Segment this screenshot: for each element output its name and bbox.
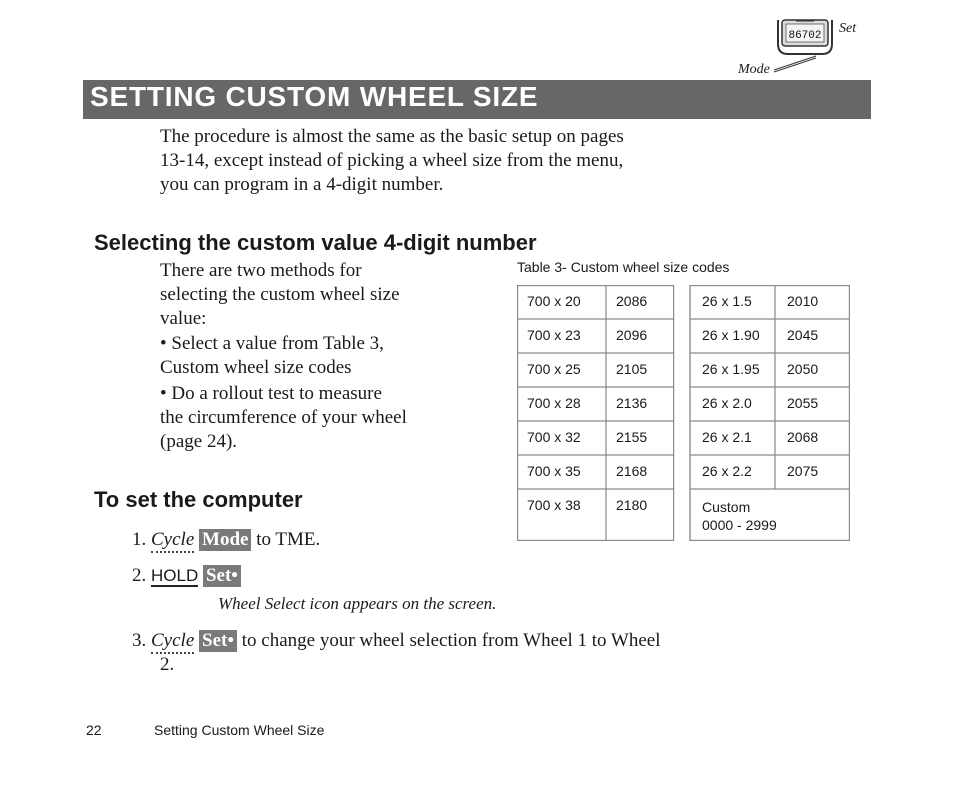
cycle-action: Cycle: [151, 630, 194, 654]
table-cell-size: 26 x 1.5: [702, 293, 752, 309]
table-cell-code: 2068: [787, 429, 819, 445]
table-cell-code: 2155: [616, 429, 648, 445]
footer-page-number: 22: [86, 722, 102, 738]
table-cell-code: 2075: [787, 463, 819, 479]
table-cell-size: 26 x 1.95: [702, 361, 760, 377]
step-2-note: Wheel Select icon appears on the screen.: [218, 594, 497, 613]
bullet-line: (page 24).: [160, 431, 238, 452]
methods-line: selecting the custom wheel size: [160, 284, 400, 305]
bike-computer-icon: [774, 18, 836, 58]
step-1: [132, 528, 320, 552]
table-cell-code: 2168: [616, 463, 648, 479]
step-text: to TME.: [256, 529, 321, 550]
table-cell-size: 26 x 1.90: [702, 327, 760, 343]
bullet-line: the circumference of your wheel: [160, 407, 407, 428]
bullet-line: • Select a value from Table 3,: [160, 333, 384, 354]
section-heading-custom-value: Selecting the custom value 4-digit number: [94, 230, 537, 255]
table-cell-custom-range: 0000 - 2999: [702, 517, 777, 533]
bullet-line: Custom wheel size codes: [160, 357, 352, 378]
step-number: 2.: [132, 565, 147, 586]
step-2: [132, 564, 241, 588]
step-text: to change your wheel selection from Wheel 1 to Wheel: [241, 630, 661, 651]
intro-line: you can program in a 4-digit number.: [160, 174, 444, 195]
step-number: 1.: [132, 529, 147, 550]
step-3: [132, 629, 660, 653]
table-cell-code: 2010: [787, 293, 819, 309]
table-cell-size: 700 x 23: [527, 327, 581, 343]
intro-line: 13-14, except instead of picking a wheel size from the menu,: [160, 150, 624, 171]
wheel-size-table: [517, 285, 850, 541]
page-title: SETTING CUSTOM WHEEL SIZE: [90, 81, 539, 112]
section-heading-set-computer: To set the computer: [94, 487, 303, 512]
methods-line: There are two methods for: [160, 260, 362, 281]
table-cell-size: 700 x 35: [527, 463, 581, 479]
step-number: 3.: [132, 630, 147, 651]
table-cell-size: 26 x 2.1: [702, 429, 752, 445]
table-caption: Table 3- Custom wheel size codes: [517, 259, 730, 275]
table-cell-custom-label: Custom: [702, 499, 751, 515]
table-cell-code: 2050: [787, 361, 819, 377]
table-cell-code: 2136: [616, 395, 648, 411]
footer-title: Setting Custom Wheel Size: [154, 722, 325, 738]
table-cell-code: 2105: [616, 361, 648, 377]
table-cell-size: 26 x 2.0: [702, 395, 752, 411]
table-cell-code: 2180: [616, 497, 648, 513]
cycle-action: Cycle: [151, 529, 194, 553]
table-cell-size: 700 x 38: [527, 497, 581, 513]
table-cell-size: 700 x 28: [527, 395, 581, 411]
table-cell-size: 700 x 25: [527, 361, 581, 377]
mode-button: Mode: [199, 529, 251, 551]
table-cell-code: 2045: [787, 327, 819, 343]
table-cell-size: 700 x 32: [527, 429, 581, 445]
table-cell-code: 2055: [787, 395, 819, 411]
bullet-line: • Do a rollout test to measure: [160, 383, 382, 404]
set-callout-label: Set: [839, 21, 857, 36]
hold-action: HOLD: [151, 566, 199, 585]
table-cell-code: 2096: [616, 327, 648, 343]
step-3-continuation: 2.: [160, 654, 175, 675]
table-cell-size: 700 x 20: [527, 293, 581, 309]
bullet-rollout-method: [160, 382, 407, 454]
mode-callout-line: [770, 54, 820, 74]
intro-line: The procedure is almost the same as the basic setup on pages: [160, 126, 624, 147]
methods-paragraph: [160, 259, 400, 331]
mode-callout-label: Mode: [738, 62, 770, 77]
intro-paragraph: [160, 125, 624, 197]
table-cell-code: 2086: [616, 293, 648, 309]
set-button: Set•: [203, 565, 241, 587]
methods-line: value:: [160, 308, 207, 329]
table-cell-size: 26 x 2.2: [702, 463, 752, 479]
device-display-digits: 86702: [788, 30, 822, 42]
bullet-table-method: [160, 332, 384, 380]
set-button: Set•: [199, 630, 237, 652]
